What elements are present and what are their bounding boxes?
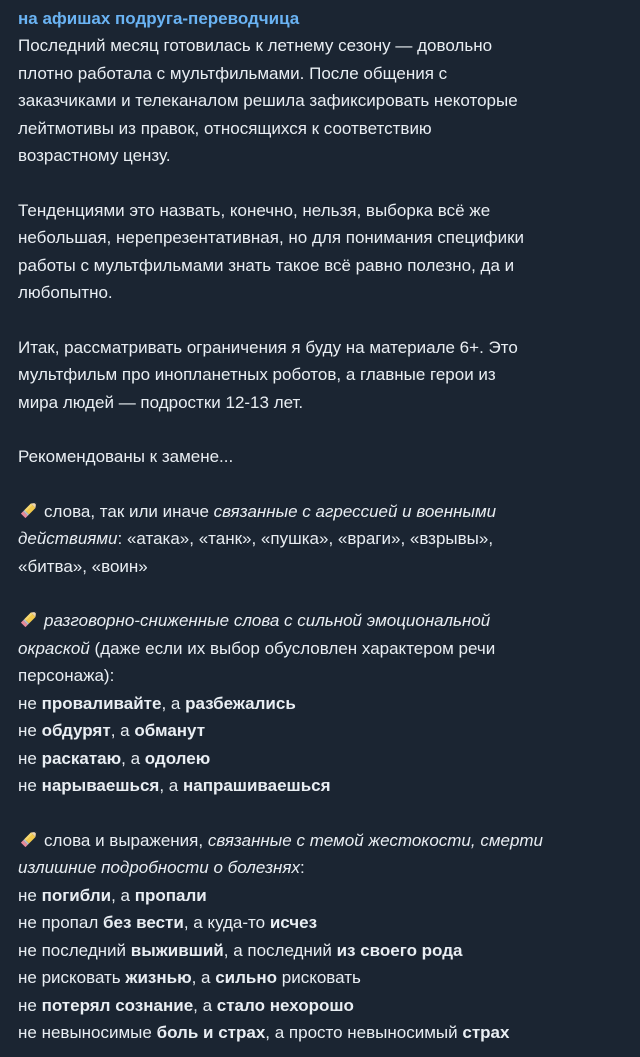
bold-text: исчез: [269, 913, 318, 932]
replacement-list: [18, 882, 640, 1047]
plain-text: , а: [110, 721, 135, 740]
section-text: :: [299, 858, 305, 877]
text-line: возрастному цензу.: [18, 146, 171, 165]
section-text: : «атака», «танк», «пушка», «враги», «взрывы»,: [117, 529, 494, 548]
plain-text: не: [18, 721, 42, 740]
text-line: Тенденциями это назвать, конечно, нельзя, выборка всё же: [18, 200, 491, 220]
bold-text: погибли: [41, 885, 112, 905]
text-line: заказчиками и телеканалом решила зафиксировать некоторые: [18, 91, 518, 110]
text-line: лейтмотивы из правок, относящихся к соответствию: [18, 118, 432, 138]
section-line: [18, 854, 640, 882]
plain-text: , а: [121, 748, 145, 768]
replacement-item: [18, 909, 640, 937]
plain-text: , а: [193, 995, 217, 1015]
plain-text: , а: [111, 885, 135, 905]
bold-text: стало нехорошо: [216, 995, 354, 1015]
pencil-icon: [18, 828, 40, 850]
section-italic-text: разговорно-сниженные слова с сильной эмоциональной: [44, 611, 491, 630]
bold-text: страх: [462, 1023, 510, 1042]
replacement-item: [18, 690, 640, 718]
section-text: слова, так или иначе: [44, 501, 214, 521]
plain-text: не: [18, 885, 42, 905]
plain-text: не последний: [18, 940, 131, 960]
plain-text: , а: [159, 776, 183, 795]
section-line: [18, 498, 640, 526]
section-text: слова и выражения,: [44, 830, 208, 850]
bold-text: без вести: [102, 913, 184, 932]
plain-text: не пропал: [18, 913, 103, 932]
section-line: [18, 635, 640, 663]
bold-text: разбежались: [185, 693, 296, 713]
text-line: Рекомендованы к замене...: [18, 447, 234, 466]
intro-paragraph: [18, 32, 640, 170]
section-line: «битва», «воин»: [18, 556, 148, 576]
pencil-icon: [18, 608, 40, 630]
section-line: [18, 607, 640, 635]
bold-text: обманут: [134, 721, 206, 740]
replacement-item: [18, 717, 640, 745]
plain-text: не: [18, 748, 42, 768]
text-line: Итак, рассматривать ограничения я буду на материале 6+. Это: [18, 337, 518, 357]
replacement-item: [18, 772, 640, 800]
bold-text: сильно: [215, 968, 278, 987]
section-italic-text: связанные с темой жестокости, смерти: [207, 830, 544, 850]
trends-paragraph: [18, 197, 640, 307]
plain-text: , а: [191, 968, 216, 987]
text-line: плотно работала с мультфильмами. После общения с: [18, 63, 448, 83]
replacement-item: [18, 882, 640, 910]
plain-text: не: [18, 776, 42, 795]
plain-text: , а куда-то: [183, 913, 270, 932]
bold-text: раскатаю: [41, 748, 122, 768]
text-line: Последний месяц готовилась к летнему сезону — довольно: [18, 36, 493, 55]
plain-text: не: [18, 995, 42, 1015]
bold-text: проваливайте: [41, 693, 162, 713]
bold-text: напрашиваешься: [182, 776, 331, 795]
text-line: небольшая, нерепрезентативная, но для понимания специфики: [18, 228, 525, 247]
bold-text: одолею: [144, 748, 211, 768]
replacement-item: [18, 937, 640, 965]
pencil-icon: [18, 499, 40, 521]
section-italic-text: излишние подробности о болезнях: [18, 858, 300, 877]
section-colloquial: [18, 607, 640, 800]
plain-text: не: [18, 693, 42, 713]
section-line: персонажа):: [18, 666, 115, 685]
text-line: мира людей — подростки 12-13 лет.: [18, 392, 304, 412]
text-line: любопытно.: [18, 283, 113, 302]
bold-text: потерял сознание: [41, 995, 194, 1015]
channel-name[interactable]: на афишах подруга-переводчица: [18, 9, 300, 28]
section-cruelty: [18, 827, 640, 1047]
context-paragraph: [18, 334, 640, 417]
plain-text: , а последний: [223, 940, 337, 960]
bold-text: из своего рода: [336, 940, 463, 960]
replacement-list: [18, 690, 640, 800]
bold-text: жизнью: [125, 968, 192, 987]
plain-text: , а просто невыносимый: [265, 1023, 463, 1042]
section-line: [18, 525, 640, 553]
section-line: [18, 827, 640, 855]
plain-text: рисковать: [277, 968, 361, 987]
recommended-paragraph: [18, 443, 640, 471]
section-text: (даже если их выбор обусловлен характером речи: [89, 638, 496, 658]
bold-text: нарываешься: [41, 776, 160, 795]
bold-text: обдурят: [41, 721, 111, 740]
bold-text: боль и страх: [156, 1023, 266, 1042]
plain-text: не невыносимые: [18, 1023, 157, 1042]
replacement-item: [18, 964, 640, 992]
section-italic-text: действиями: [18, 529, 118, 548]
section-aggression: [18, 498, 640, 581]
replacement-item: [18, 992, 640, 1020]
section-italic-text: связанные с агрессией и военными: [213, 501, 497, 521]
text-line: мультфильм про инопланетных роботов, а главные герои из: [18, 365, 496, 384]
section-italic-text: окраской: [18, 638, 90, 658]
replacement-item: [18, 745, 640, 773]
text-line: работы с мультфильмами знать такое всё равно полезно, да и: [18, 255, 515, 275]
plain-text: не рисковать: [18, 968, 126, 987]
replacement-item: [18, 1019, 640, 1047]
bold-text: выживший: [130, 940, 224, 960]
bold-text: пропали: [134, 885, 207, 905]
plain-text: , а: [161, 693, 186, 713]
